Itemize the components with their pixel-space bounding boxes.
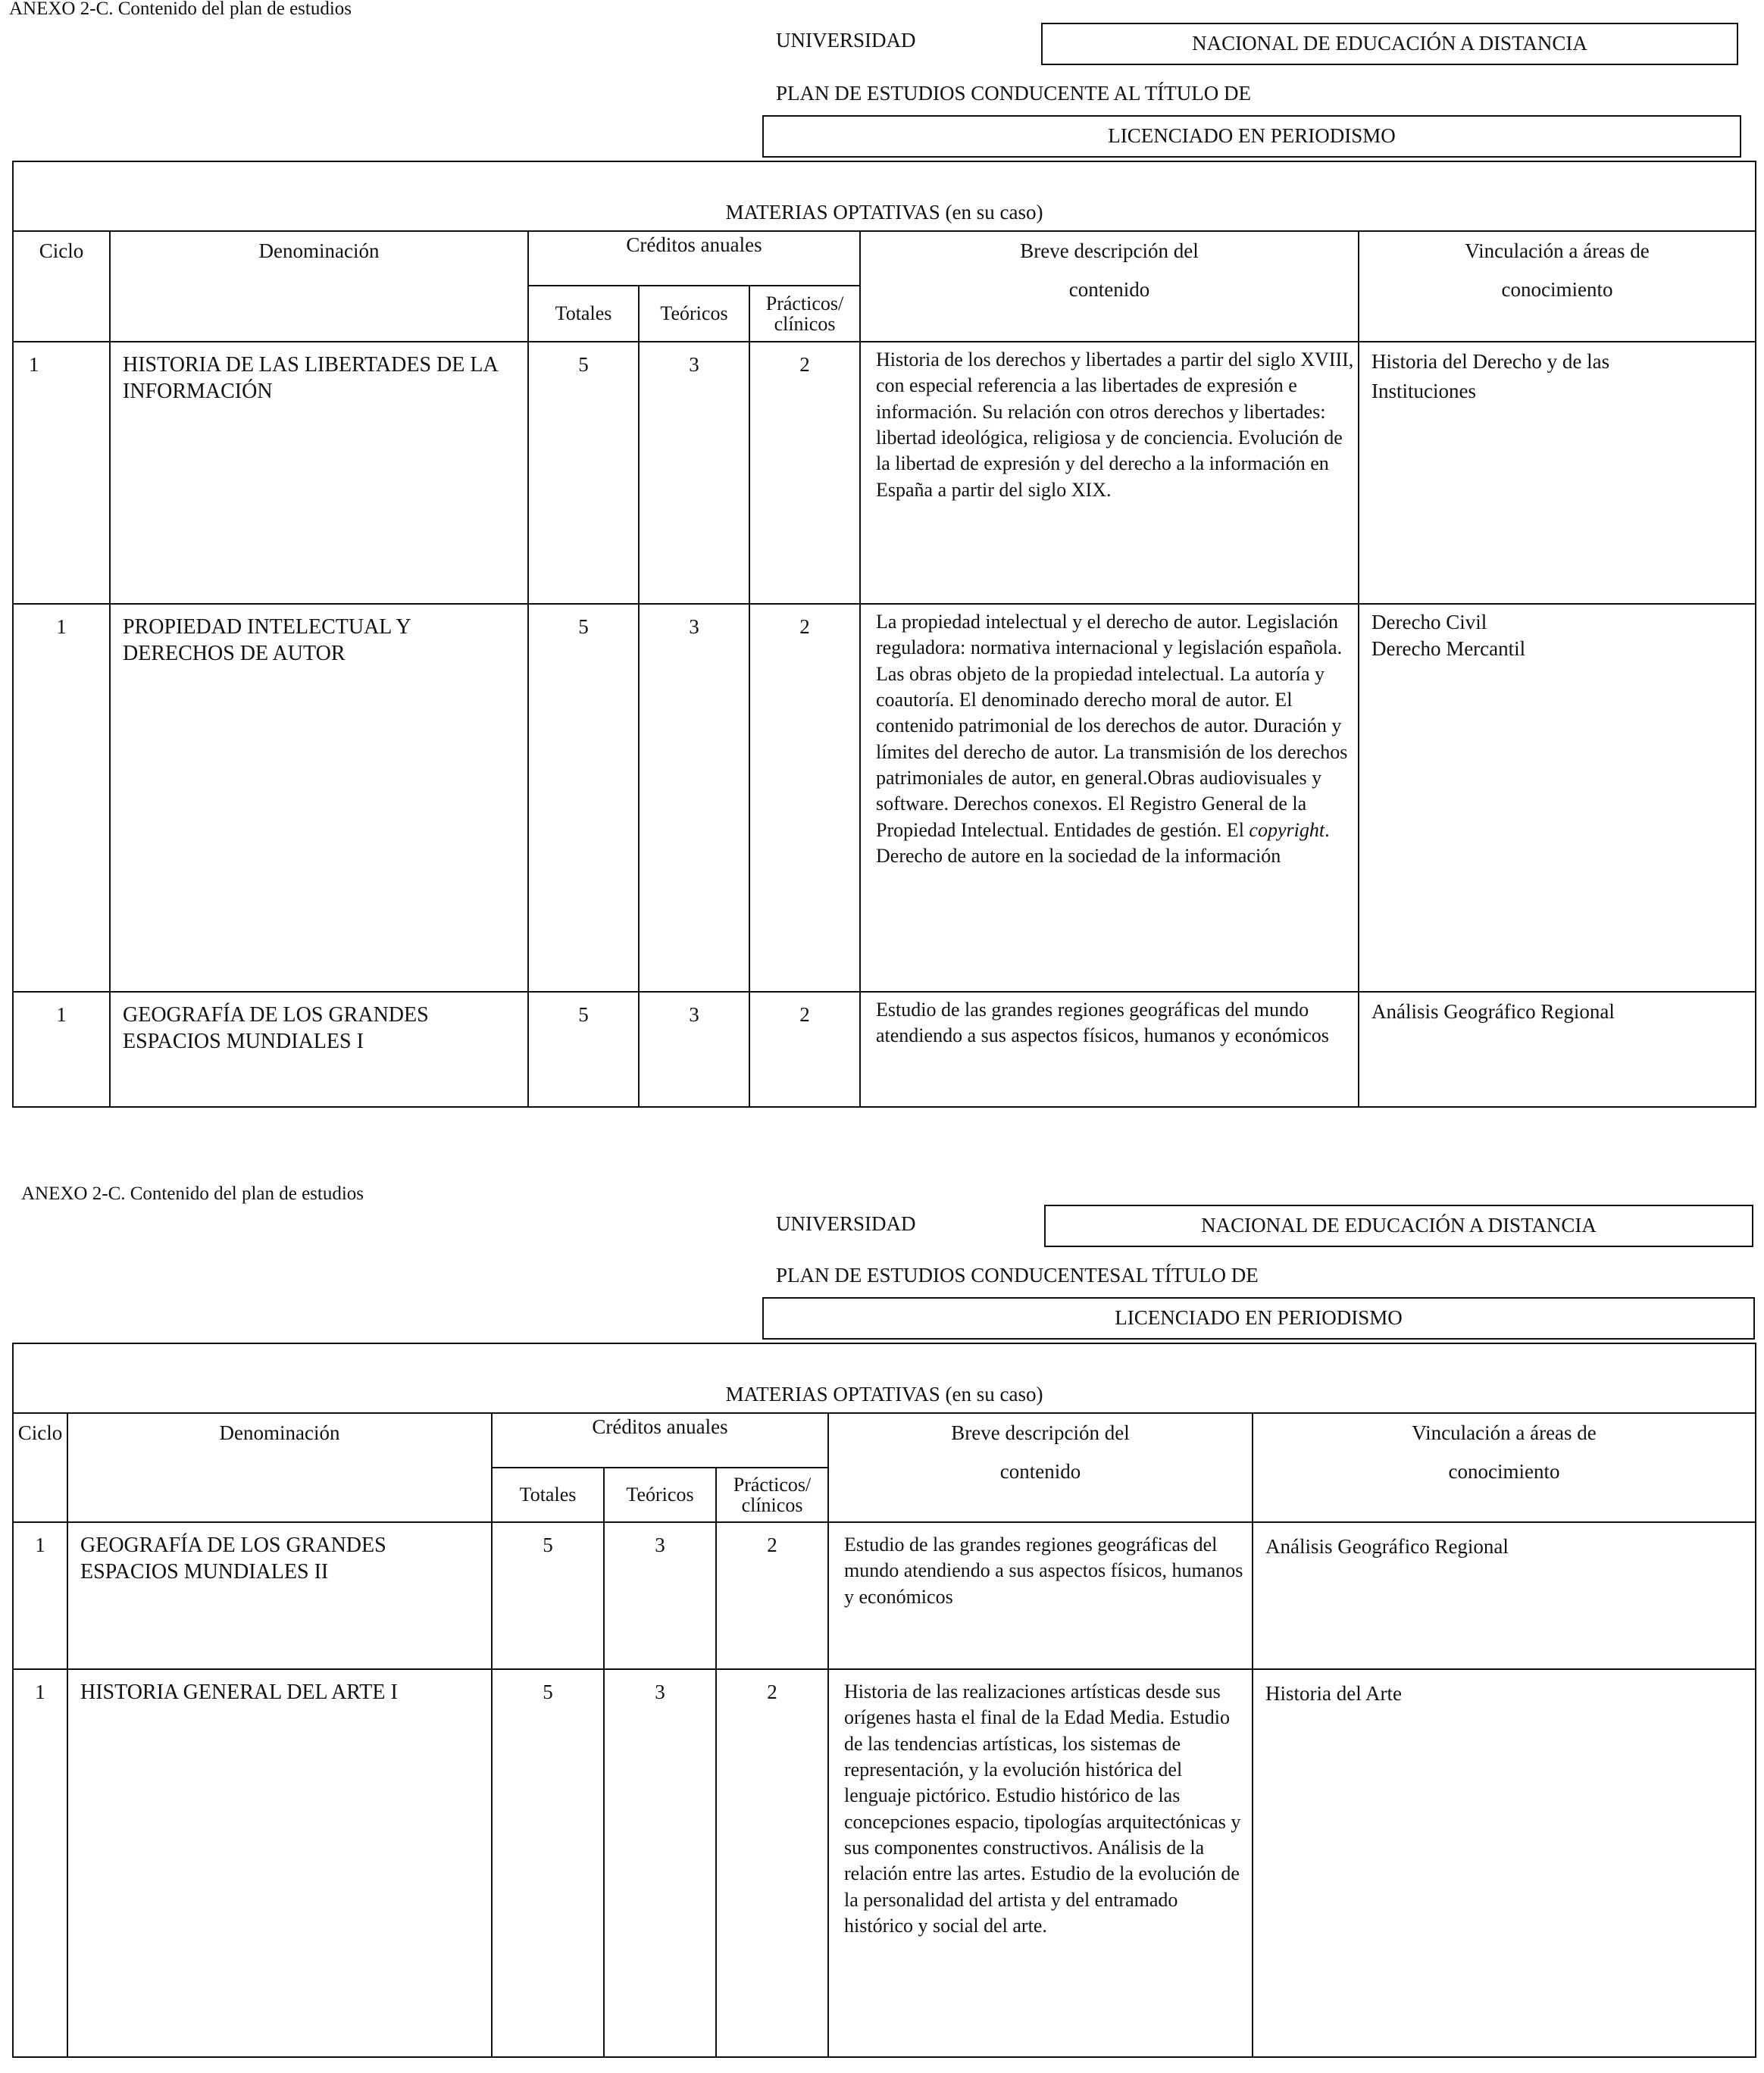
row-ciclo: 1 (13, 992, 110, 1107)
materias-optativas-table (12, 161, 1756, 1108)
row-totales: 5 (528, 342, 639, 604)
header-creditos: Créditos anuales (528, 231, 860, 286)
row-vinculacion (1359, 604, 1756, 992)
row-teoricos: 3 (639, 342, 749, 604)
header-descripcion-line2: contenido (999, 1460, 1081, 1484)
table-row (13, 604, 1756, 992)
row-descripcion (860, 604, 1359, 992)
row-practicos: 2 (716, 1522, 828, 1669)
row-vinculacion-line2: Derecho Mercantil (1371, 637, 1526, 661)
row-vinculacion-line2: Instituciones (1371, 380, 1476, 403)
header-vinculacion-line2: conocimiento (1448, 1460, 1560, 1484)
header-teoricos: Teóricos (604, 1468, 716, 1522)
table-row (13, 992, 1756, 1107)
row-descripcion-part-b: . Derecho de autore en la sociedad de la información (876, 818, 1330, 867)
header-vinculacion-line2: conocimiento (1501, 278, 1613, 302)
row-denominacion: HISTORIA DE LAS LIBERTADES DE LA INFORMACIÓN (110, 342, 528, 604)
titulo-box (762, 1297, 1755, 1340)
row-practicos: 2 (749, 342, 860, 604)
header-practicos-line1: Prácticos/ (733, 1473, 812, 1496)
header-vinculacion (1359, 231, 1756, 342)
table-row (13, 1669, 1756, 2057)
header-descripcion-line2: contenido (1068, 278, 1150, 302)
row-descripcion-part-a: La propiedad intelectual y el derecho de autor. Legislación reguladora: normativa internacional y legislación española. Las obras objeto de la propiedad intelectual. La autoría y coautoría. El denominado derecho moral de autor. El contenido patrimonial de los derechos de autor. Duración y límites del derecho de autor. La transmisión de los derechos patrimoniales de autor, en general.Obras audiovisuales y software. Derechos conexos. El Registro General de la Propiedad Intelectual. Entidades de gestión. El (876, 611, 1348, 841)
table-title: MATERIAS OPTATIVAS (en su caso) (13, 161, 1756, 231)
row-teoricos: 3 (639, 992, 749, 1107)
header-totales: Totales (492, 1468, 604, 1522)
header-practicos (716, 1468, 828, 1522)
universidad-label: UNIVERSIDAD (776, 1212, 916, 1235)
row-denominacion: HISTORIA GENERAL DEL ARTE I (67, 1669, 492, 2057)
row-denominacion: GEOGRAFÍA DE LOS GRANDES ESPACIOS MUNDIALES I (110, 992, 528, 1107)
header-practicos-line2: clínicos (741, 1494, 803, 1516)
titulo-value: LICENCIADO EN PERIODISMO (1108, 124, 1396, 148)
header-denominacion: Denominación (110, 231, 528, 342)
header-ciclo: Ciclo (13, 1413, 67, 1522)
anexo-heading: ANEXO 2-C. Contenido del plan de estudios (9, 0, 352, 19)
row-vinculacion-line1: Derecho Civil (1371, 611, 1487, 633)
universidad-box (1044, 1205, 1753, 1247)
row-vinculacion-line1: Análisis Geográfico Regional (1371, 1000, 1615, 1023)
row-ciclo: 1 (13, 604, 110, 992)
table-title: MATERIAS OPTATIVAS (en su caso) (13, 1343, 1756, 1413)
header-ciclo: Ciclo (13, 231, 110, 342)
header-vinculacion-line1: Vinculación a áreas de (1465, 239, 1650, 262)
row-denominacion: GEOGRAFÍA DE LOS GRANDES ESPACIOS MUNDIALES II (67, 1522, 492, 1669)
materias-optativas-table (12, 1343, 1756, 2058)
header-practicos-line1: Prácticos/ (765, 292, 844, 314)
row-totales: 5 (528, 992, 639, 1107)
row-vinculacion-line1: Análisis Geográfico Regional (1265, 1535, 1509, 1558)
row-practicos: 2 (749, 604, 860, 992)
universidad-box (1041, 23, 1738, 65)
plan-page-2 (0, 1182, 1764, 2073)
header-descripcion (860, 231, 1359, 342)
row-vinculacion (1253, 1669, 1756, 2057)
row-totales: 5 (492, 1669, 604, 2057)
row-teoricos: 3 (604, 1669, 716, 2057)
row-descripcion-copyright: copyright (1249, 818, 1325, 841)
header-denominacion: Denominación (67, 1413, 492, 1522)
universidad-value: NACIONAL DE EDUCACIÓN A DISTANCIA (1192, 32, 1587, 55)
header-creditos: Créditos anuales (492, 1413, 828, 1468)
anexo-heading: ANEXO 2-C. Contenido del plan de estudios (21, 1183, 364, 1204)
row-denominacion: PROPIEDAD INTELECTUAL Y DERECHOS DE AUTOR (110, 604, 528, 992)
row-vinculacion (1359, 992, 1756, 1107)
universidad-value: NACIONAL DE EDUCACIÓN A DISTANCIA (1201, 1214, 1597, 1237)
universidad-label: UNIVERSIDAD (776, 29, 916, 52)
row-practicos: 2 (716, 1669, 828, 2057)
row-vinculacion (1359, 342, 1756, 604)
row-descripcion: Historia de los derechos y libertades a partir del siglo XVIII, con especial referencia a las libertades de expresión e información. Su relación con otros derechos y libertades: libertad ideológica, religiosa y de conciencia. Evolución de la libertad de expresión y del derecho a la información en España a partir del siglo XIX. (860, 342, 1359, 604)
header-descripcion (828, 1413, 1253, 1522)
row-totales: 5 (528, 604, 639, 992)
row-ciclo: 1 (13, 342, 110, 604)
row-descripcion: Historia de las realizaciones artísticas desde sus orígenes hasta el final de la Edad Media. Estudio de las tendencias artísticas, los sistemas de representación, y la evolución histórica del lenguaje pictórico. Estudio histórico de las concepciones espacio, tipologías arquitectónicas y sus componentes constructivos. Análisis de la relación entre las artes. Estudio de la evolución de la personalidad del artista y del entramado histórico y social del arte. (828, 1669, 1253, 2057)
row-teoricos: 3 (639, 604, 749, 992)
row-ciclo: 1 (13, 1522, 67, 1669)
header-descripcion-line1: Breve descripción del (951, 1421, 1130, 1444)
plan-label: PLAN DE ESTUDIOS CONDUCENTESAL TÍTULO DE (776, 1264, 1259, 1287)
header-totales: Totales (528, 286, 639, 342)
header-teoricos: Teóricos (639, 286, 749, 342)
row-vinculacion (1253, 1522, 1756, 1669)
table-row (13, 1522, 1756, 1669)
row-practicos: 2 (749, 992, 860, 1107)
header-practicos (749, 286, 860, 342)
plan-label: PLAN DE ESTUDIOS CONDUCENTE AL TÍTULO DE (776, 82, 1251, 105)
row-descripcion: Estudio de las grandes regiones geográficas del mundo atendiendo a sus aspectos físicos, humanos y económicos (828, 1522, 1253, 1669)
row-ciclo: 1 (13, 1669, 67, 2057)
header-vinculacion-line1: Vinculación a áreas de (1412, 1421, 1597, 1444)
row-totales: 5 (492, 1522, 604, 1669)
header-vinculacion (1253, 1413, 1756, 1522)
row-descripcion: Estudio de las grandes regiones geográficas del mundo atendiendo a sus aspectos físicos, humanos y económicos (860, 992, 1359, 1107)
titulo-box (762, 115, 1741, 158)
header-descripcion-line1: Breve descripción del (1020, 239, 1199, 262)
row-vinculacion-line1: Historia del Derecho y de las (1371, 350, 1610, 373)
row-vinculacion-line1: Historia del Arte (1265, 1682, 1402, 1705)
header-practicos-line2: clínicos (774, 313, 836, 335)
row-teoricos: 3 (604, 1522, 716, 1669)
table-row (13, 342, 1756, 604)
titulo-value: LICENCIADO EN PERIODISMO (1115, 1306, 1403, 1330)
